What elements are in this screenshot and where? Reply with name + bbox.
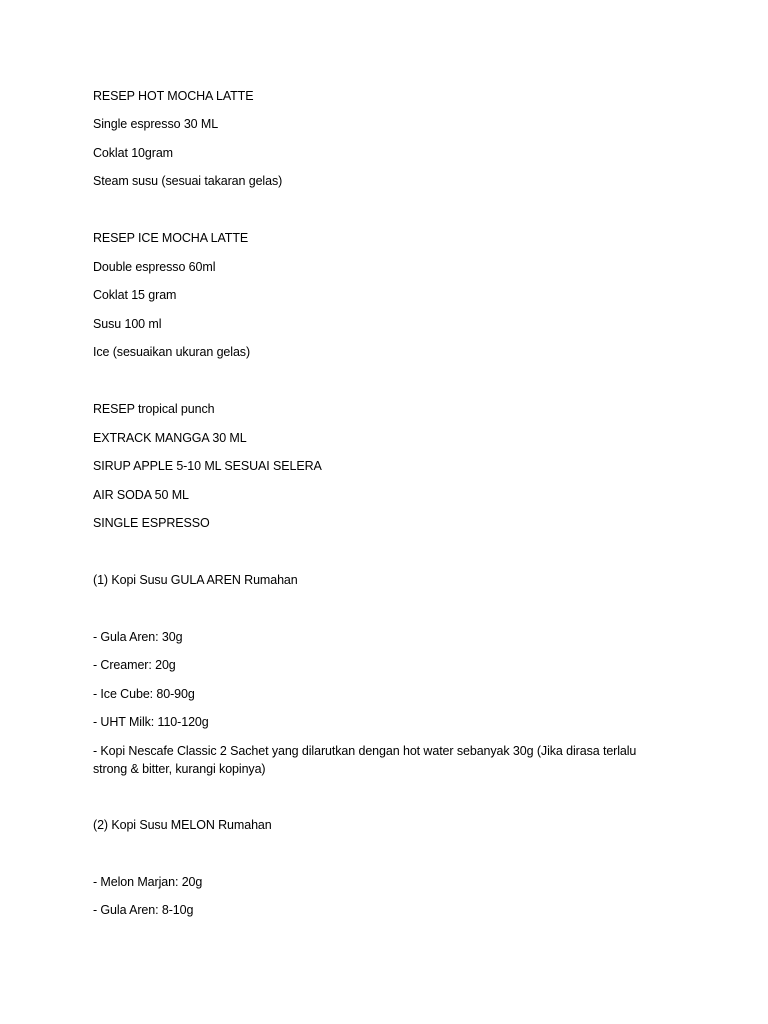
ingredient-line: - Melon Marjan: 20g bbox=[93, 875, 203, 889]
ingredient-line: Steam susu (sesuai takaran gelas) bbox=[93, 174, 283, 188]
ingredient-line: - Gula Aren: 8-10g bbox=[93, 903, 194, 917]
ingredient-line: Single espresso 30 ML bbox=[93, 117, 219, 131]
ingredient-line: - Ice Cube: 80-90g bbox=[93, 687, 195, 701]
ingredient-line: - Gula Aren: 30g bbox=[93, 630, 183, 644]
recipe-title-kopi-susu-gula-aren: (1) Kopi Susu GULA AREN Rumahan bbox=[93, 573, 298, 587]
ingredient-line: Double espresso 60ml bbox=[93, 260, 216, 274]
ingredient-line: - UHT Milk: 110-120g bbox=[93, 715, 209, 729]
ingredient-line: SIRUP APPLE 5-10 ML SESUAI SELERA bbox=[93, 459, 322, 473]
recipe-title-tropical-punch: RESEP tropical punch bbox=[93, 402, 215, 416]
ingredient-line: - Creamer: 20g bbox=[93, 658, 176, 672]
ingredient-line: Susu 100 ml bbox=[93, 317, 162, 331]
ingredient-line: EXTRACK MANGGA 30 ML bbox=[93, 431, 247, 445]
ingredient-line: AIR SODA 50 ML bbox=[93, 488, 189, 502]
ingredient-line: Coklat 15 gram bbox=[93, 288, 177, 302]
recipe-title-hot-mocha-latte: RESEP HOT MOCHA LATTE bbox=[93, 89, 254, 103]
recipe-title-ice-mocha-latte: RESEP ICE MOCHA LATTE bbox=[93, 231, 249, 245]
ingredient-line: Coklat 10gram bbox=[93, 146, 173, 160]
ingredient-line: Ice (sesuaikan ukuran gelas) bbox=[93, 345, 251, 359]
ingredient-line: SINGLE ESPRESSO bbox=[93, 516, 210, 530]
recipe-title-kopi-susu-melon: (2) Kopi Susu MELON Rumahan bbox=[93, 818, 272, 832]
ingredient-line-multiline: - Kopi Nescafe Classic 2 Sachet yang dilarutkan dengan hot water sebanyak 30g (Jika dirasa terlalu strong & bitter, kurangi kopinya) bbox=[93, 744, 637, 776]
